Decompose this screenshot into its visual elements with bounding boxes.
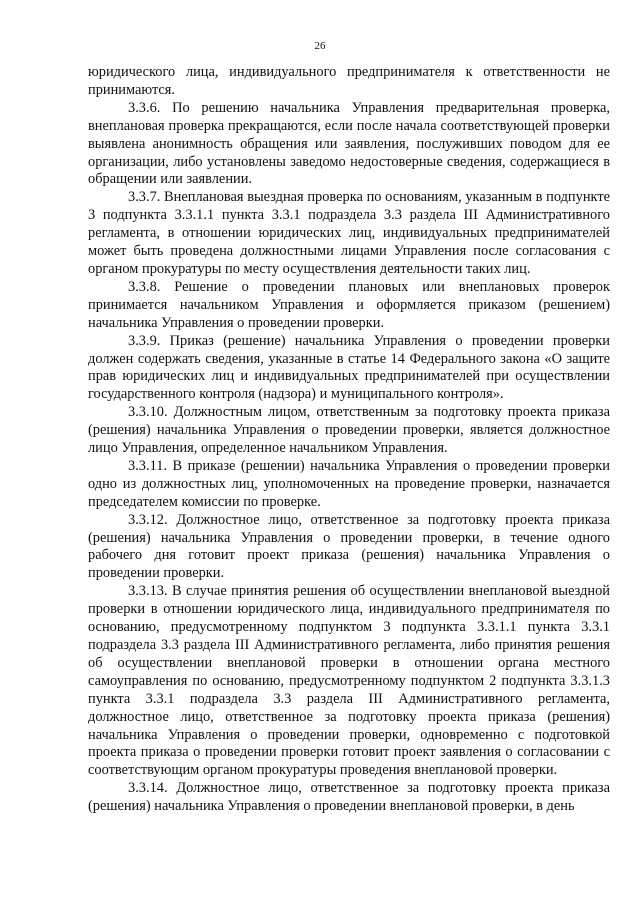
paragraph-3-3-7: 3.3.7. Внеплановая выездная проверка по основаниям, указанным в подпункте 3 подпункта 3.3.1.1 пункта 3.3.1 подраздела 3.3 раздела III Административного регламента, в отношении юридических лиц, индивидуальных предпринимателей может быть проведена должностными лицами Управления после согласования с органом прокуратуры по месту осуществления деятельности таких лиц. — [88, 189, 610, 277]
paragraph-3-3-12: 3.3.12. Должностное лицо, ответственное за подготовку проекта приказа (решения) начальника Управления о проведении проверки, в течение одного рабочего дня готовит проект приказа (решения) начальника Управления о проведении проверки. — [88, 511, 610, 582]
page-number: 26 — [314, 40, 326, 52]
paragraph-3-3-14: 3.3.14. Должностное лицо, ответственное за подготовку проекта приказа (решения) начальника Управления о проведении внеплановой проверки, в день — [88, 780, 610, 815]
paragraph-3-3-13: 3.3.13. В случае принятия решения об осуществлении внеплановой выездной проверки в отношении юридического лица, индивидуального предпринимателя по основанию, предусмотренному подпунктом 3 подпункта 3.3.1.1 пункта 3.3.1 подраздела 3.3 раздела III Административного регламента, либо принятия решения об осуществлении внеплановой проверки в отношении органа местного самоуправления по основанию, предусмотренному подпунктом 2 подпункта 3.3.1.3 пункта 3.3.1 подраздела 3.3 раздела III Административного регламента, должностное лицо, ответственное за подготовку проекта приказа (решения) начальника Управления о проведении проверки, одновременно с подготовкой проекта приказа о проведении проверки готовит проект заявления о согласовании с соответствующим органом прокуратуры проведения внеплановой проверки. — [88, 583, 610, 779]
paragraph-3-3-8: 3.3.8. Решение о проведении плановых или внеплановых проверок принимается начальником Управления и оформляется приказом (решением) начальника Управления о проведении проверки. — [88, 278, 610, 331]
paragraph-3-3-10: 3.3.10. Должностным лицом, ответственным за подготовку проекта приказа (решения) начальника Управления о проведении проверки, является должностное лицо Управления, определенное начальником Управления. — [88, 404, 610, 457]
paragraph-3-3-6: 3.3.6. По решению начальника Управления предварительная проверка, внеплановая проверка прекращаются, если после начала соответствующей проверки выявлена анонимность обращения или заявления, послуживших поводом для ее организации, либо установлены заведомо недостоверные сведения, содержащиеся в обращении или заявлении. — [88, 99, 610, 188]
document-body — [88, 64, 610, 816]
paragraph-3-3-9: 3.3.9. Приказ (решение) начальника Управления о проведении проверки должен содержать сведения, указанные в статье 14 Федерального закона «О защите прав юридических лиц и индивидуальных предпринимателей при осуществлении государственного контроля (надзора) и муниципального контроля». — [88, 332, 610, 403]
paragraph-3-3-11: 3.3.11. В приказе (решении) начальника Управления о проведении проверки одно из должностных лиц, уполномоченных на проведение проверки, назначается председателем комиссии по проверке. — [88, 457, 610, 510]
paragraph-continuation: юридического лица, индивидуального предпринимателя к ответственности не принимаются. — [88, 64, 610, 98]
